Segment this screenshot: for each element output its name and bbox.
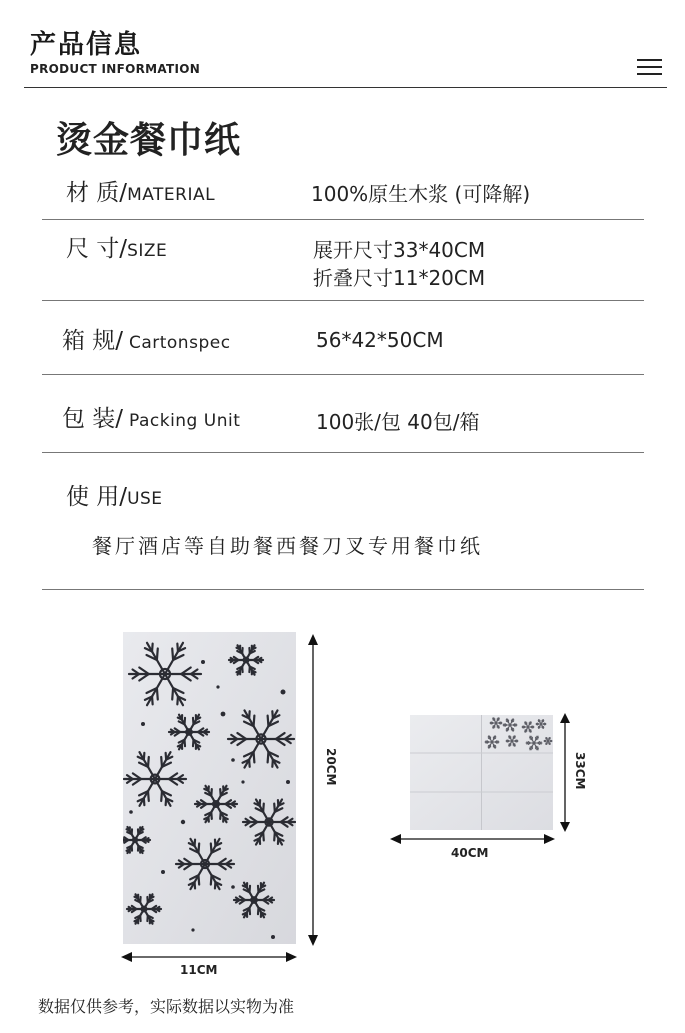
- spec-label-packing-cn: 包 装/: [62, 406, 124, 432]
- spec-label-size: [66, 230, 167, 263]
- spec-value-size-unfolded: 展开尺寸33*40CM: [313, 238, 486, 262]
- spec-label-carton-cn: 箱 规/: [62, 328, 124, 354]
- unfolded-width-arrow: [390, 832, 555, 846]
- spec-label-use: [66, 478, 163, 511]
- spec-divider: [42, 219, 644, 220]
- spec-label-material: [66, 174, 215, 207]
- spec-divider: [42, 374, 644, 375]
- spec-divider: [42, 452, 644, 453]
- spec-label-carton: [62, 322, 231, 355]
- spec-label-packing-en: Packing Unit: [123, 411, 241, 431]
- unfolded-height-arrow: [558, 713, 572, 832]
- unfolded-height-label: 33CM: [573, 752, 587, 790]
- spec-value-carton: 56*42*50CM: [316, 328, 444, 352]
- product-title: 烫金餐巾纸: [56, 120, 242, 161]
- spec-value-material: 100%原生木浆 (可降解): [311, 182, 531, 206]
- spec-label-use-cn: 使 用/: [66, 484, 128, 510]
- spec-value-size-folded: 折叠尺寸11*20CM: [313, 266, 486, 290]
- spec-label-use-en: USE: [127, 489, 163, 509]
- header-divider: [24, 87, 667, 88]
- spec-label-carton-en: Cartonspec: [123, 333, 231, 353]
- unfolded-napkin-image: [410, 715, 553, 830]
- folded-napkin-image: [123, 632, 296, 944]
- disclaimer-note: 数据仅供参考，实际数据以实物为准: [38, 997, 295, 1016]
- spec-label-material-cn: 材 质/: [66, 180, 128, 206]
- spec-value-use: 餐厅酒店等自助餐西餐刀叉专用餐巾纸: [92, 534, 483, 558]
- spec-label-material-en: MATERIAL: [127, 185, 216, 205]
- spec-label-size-en: SIZE: [127, 241, 168, 261]
- spec-value-packing: 100张/包 40包/箱: [316, 410, 480, 434]
- folded-height-arrow: [305, 634, 321, 946]
- folded-width-label: 11CM: [180, 963, 218, 977]
- hamburger-menu-icon[interactable]: [637, 59, 662, 76]
- header-title-cn: 产品信息: [30, 30, 143, 60]
- spec-label-packing: [62, 400, 240, 433]
- spec-label-size-cn: 尺 寸/: [66, 236, 128, 262]
- folded-height-label: 20CM: [324, 748, 338, 786]
- header-title-en: PRODUCT INFORMATION: [30, 62, 201, 76]
- unfolded-width-label: 40CM: [451, 846, 489, 860]
- folded-width-arrow: [121, 950, 297, 964]
- spec-divider: [42, 589, 644, 590]
- spec-divider: [42, 300, 644, 301]
